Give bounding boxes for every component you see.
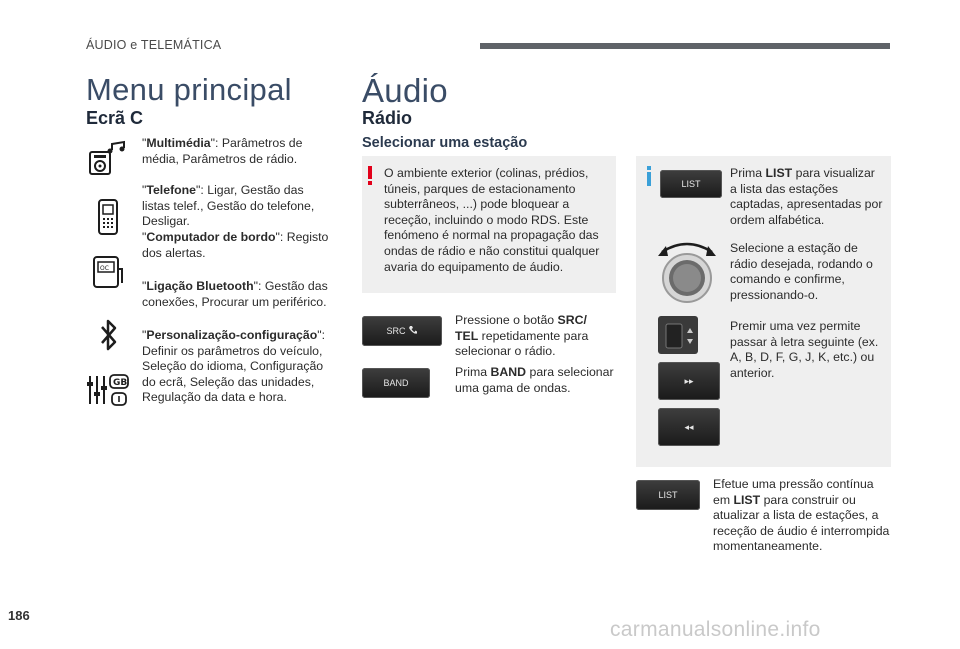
watermark: carmanualsonline.info	[610, 618, 821, 641]
list-hold-instruction: Efetue uma pressão contínua em LIST para construir ou atualizar a lista de estações, a receção de áudio é interrompida momentaneamente.	[713, 477, 890, 554]
src-instruction: Pressione o botão SRC/ TEL repetidamente para selecionar o rádio.	[455, 313, 589, 359]
list-instruction: Prima LIST para visualizar a lista das estações captadas, apresentadas por ordem alfabética.	[730, 166, 883, 227]
trip-computer-icon	[92, 255, 124, 291]
info-icon	[645, 166, 653, 186]
knob-instruction: Selecione a estação de rádio desejada, rodando o comando e confirme, pressionando-o.	[730, 241, 873, 302]
list-button: LIST	[660, 170, 722, 198]
seek-back-button: ◂◂	[658, 408, 720, 446]
seek-instruction: Premir uma vez permite passar à letra seguinte (ex. A, B, D, F, G, J, K, etc.) ou anterior.	[730, 319, 879, 380]
section-heading: Selecionar uma estação	[362, 135, 528, 151]
phone-handset-icon	[408, 325, 418, 337]
menu-item-phone: "Telefone": Ligar, Gestão das listas telef., Gestão do telefone, Desligar.	[142, 183, 315, 229]
page-title: Menu principal	[86, 72, 292, 107]
menu-item-bluetooth: "Ligação Bluetooth": Gestão das conexões, Procurar um periférico.	[142, 279, 328, 309]
multimedia-icon	[88, 140, 130, 176]
seek-forward-button: ▸▸	[658, 362, 720, 400]
settings-sliders-icon	[86, 372, 132, 408]
seek-rocker-control	[658, 316, 698, 354]
bluetooth-icon	[97, 318, 121, 352]
menu-item-trip-computer: "Computador de bordo": Registo dos alertas.	[142, 230, 329, 260]
audio-title: Áudio	[362, 72, 448, 109]
radio-subtitle: Rádio	[362, 108, 413, 128]
warning-icon	[366, 166, 374, 186]
band-instruction: Prima BAND para selecionar uma gama de ondas.	[455, 365, 614, 395]
list-button-hold: LIST	[636, 480, 700, 510]
menu-item-settings: "Personalização-configuração": Definir os parâmetros do veículo, Seleção do idioma, Configuração do ecrã, Seleção das unidades, Regulação da data e hora.	[142, 328, 326, 405]
header-bar	[480, 43, 890, 49]
svg-text:GB: GB	[113, 378, 128, 388]
rotary-knob	[654, 238, 720, 304]
svg-text:OC: OC	[100, 265, 109, 272]
band-button: BAND	[362, 368, 430, 398]
page-number: 186	[8, 608, 30, 623]
phone-icon	[97, 198, 121, 236]
src-tel-button: SRC	[362, 316, 442, 346]
menu-item-multimedia: "Multimédia": Parâmetros de média, Parâmetros de rádio.	[142, 136, 303, 166]
warning-text: O ambiente exterior (colinas, prédios, túneis, parques de estacionamento subterrâneos, ...) pode bloquear a receção, incluindo o modo RDS. Este fenómeno é normal na propagação das ondas de rádio e não constitui qualquer avaria do equipamento de áudio.	[384, 166, 600, 274]
screen-subtitle: Ecrã C	[86, 108, 144, 128]
section-header: ÁUDIO e TELEMÁTICA	[86, 38, 222, 52]
